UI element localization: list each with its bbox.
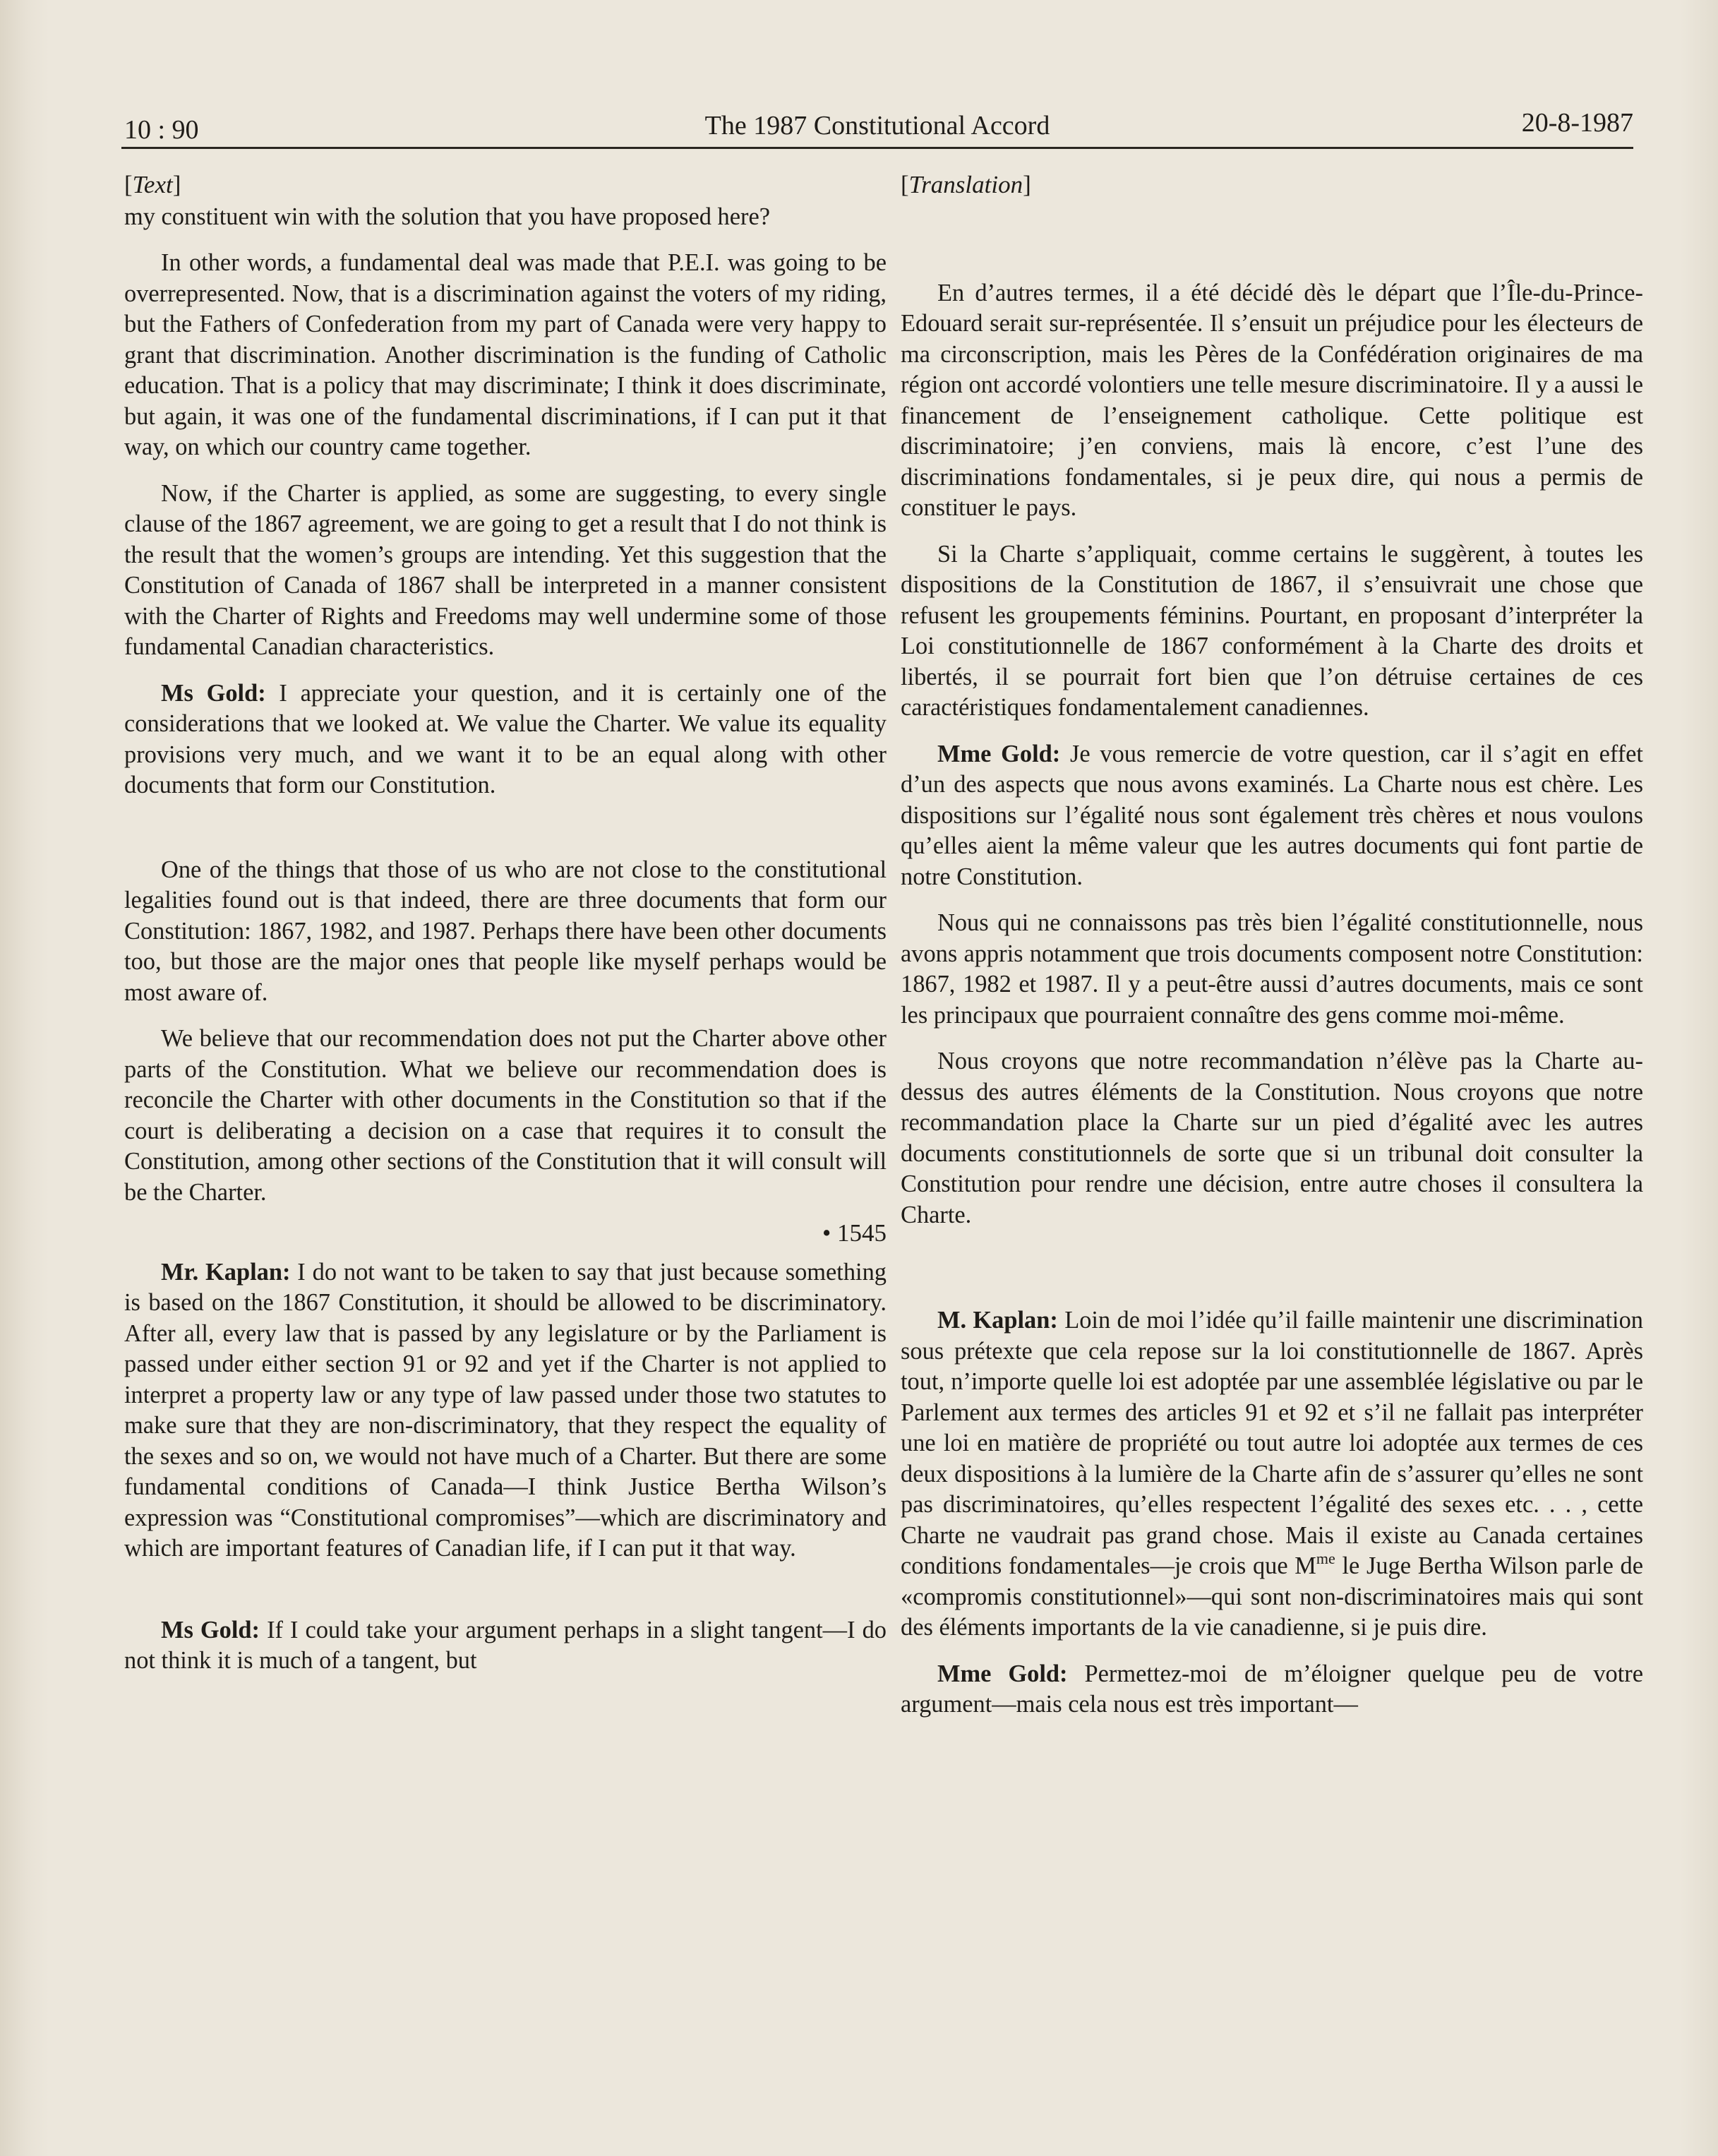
speech: M. Kaplan: Loin de moi l’idée qu’il faille maintenir une discrimination sous prétexte que cela repose sur la loi constitutionnelle de 1867. Après tout, n’importe quelle loi est adoptée par une assemblée législative ou par le Parlement aux termes des articles 91 et 92 et s’il ne fallait pas interpréter une loi en matière de propriété ou tout autre loi adoptée aux termes de ces deux dispositions à la lumière de la Charte afin de s’assurer qu’elles ne sont pas discriminatoires, qu’elles respectent l’égalité des sexes etc. . . , cette Charte ne vaudrait pas grand chose. Mais il existe au Canada certaines conditions fondamentales—je crois que $M^{me}$ le Juge Bertha Wilson parle de «compromis constitutionnel»—qui sont non-discriminatoires mais qui sont des éléments importants de la vie canadienne, si je puis dire. xyxy=(901,1307,1643,1641)
running-header xyxy=(121,107,1633,149)
speaker-name: Ms Gold: xyxy=(161,679,266,707)
speaker-name: Mme Gold: xyxy=(937,740,1061,767)
french-column xyxy=(901,169,1643,1720)
paragraph: One of the things that those of us who are not close to the constitutional legalities found out is that indeed, there are three documents that form our Constitution: 1867, 1982, and 1987. Perhaps there have been other documents too, but those are the major ones that people like myself perhaps would be most aware of. xyxy=(124,856,887,1006)
paragraph: my constituent win with the solution that you have proposed here? xyxy=(124,203,770,230)
speech: Mme Gold: Je vous remercie de votre question, car il s’agit en effet d’un des aspects que nous avons examinés. La Charte nous est chère. Les dispositions sur l’égalité nous sont également très chères et nous voulons qu’elles aient la même valeur que les autres documents qui font partie de notre Constitution. xyxy=(901,740,1643,890)
paragraph: En d’autres termes, il a été décidé dès le départ que l’Île-du-Prince-Edouard serait sur-représentée. Il s’ensuit un préjudice pour les électeurs de ma circonscription, mais les Pères de la Confédération originaires de ma région ont accordé volontiers une telle mesure discriminatoire. Il y a aussi le financement de l’enseignement catholique. Cette politique est discriminatoire; j’en conviens, mais là encore, c’est l’une des discriminations fondamentales, si je peux dire, qui nous a permis de constituer le pays. xyxy=(901,279,1643,521)
superscript: me xyxy=(1316,1550,1335,1567)
english-column xyxy=(124,169,887,1677)
page-number: 10 : 90 xyxy=(124,115,199,145)
paragraph: Nous croyons que notre recommandation n’élève pas la Charte au-dessus des autres éléments de la Constitution. Nous croyons que notre recommandation place la Charte sur un pied d’égalité avec les autres documents constitutionnels de sorte que si un tribunal doit consulter la Constitution pour rendre une décision, entre autre choses il consultera la Charte. xyxy=(901,1048,1643,1228)
speaker-name: Mme Gold: xyxy=(937,1660,1068,1687)
paragraph: We believe that our recommendation does not put the Charter above other parts of the Constitution. What we believe our recommendation does is reconcile the Charter with other documents in the Constitution so that if the court is deliberating a decision on a case that requires it to consult the Constitution, among other sections of the Constitution that it will consult will be the Charter. xyxy=(124,1025,887,1206)
paragraph: Si la Charte s’appliquait, comme certains le suggèrent, à toutes les dispositions de la Constitution de 1867, il s’ensuivrait une chose que refusent les groupements féminins. Pourtant, en proposant d’interpréter la Loi constitutionnelle de 1867 conformément à la Charte des droits et libertés, il se pourrait fort bien que l’on détruise certaines de ces caractéristiques fondamentalement canadiennes. xyxy=(901,540,1643,721)
speaker-name: Mr. Kaplan: xyxy=(161,1258,291,1286)
speech: Mr. Kaplan: I do not want to be taken to say that just because something is based on the 1867 Constitution, it should be allowed to be discriminatory. After all, every law that is passed by any legislature or by the Parliament is passed under either section 91 or 92 and yet if the Charter is not applied to interpret a property law or any type of law passed under those two statutes to make sure that they are non-discriminatory, that they respect the equality of the sexes and so on, we would not have much of a Charter. But there are some fundamental conditions of Canada—I think Justice Bertha Wilson’s expression was “Constitutional compromises”—which are discriminatory and which are important features of Canadian life, if I can put it that way. xyxy=(124,1258,887,1562)
page-title: The 1987 Constitutional Accord xyxy=(704,111,1050,140)
paragraph: Nous qui ne connaissons pas très bien l’égalité constitutionnelle, nous avons appris notamment que trois documents composent notre Constitution: 1867, 1982 et 1987. Il y a peut-être aussi d’autres documents, mais ce sont les principaux que pourraient connaître des gens comme moi-même. xyxy=(901,909,1643,1029)
speaker-name: Ms Gold: xyxy=(161,1616,260,1643)
time-marker: • 1545 xyxy=(822,1219,887,1247)
speech: Ms Gold: I appreciate your question, and it is certainly one of the considerations that we looked at. We value the Charter. We value its equality provisions very much, and we want it to be an equal along with other documents that form our Constitution. xyxy=(124,679,887,798)
text-language-tag: [Text] xyxy=(124,171,181,198)
paragraph: In other words, a fundamental deal was made that P.E.I. was going to be overrepresented. Now, that is a discrimination against the voters of my riding, but the Fathers of Confederation from my part of Canada were very happy to grant that discrimination. Another discrimination is the funding of Catholic education. That is a policy that may discriminate; I think it does discriminate, but again, it was one of the fundamental discriminations, if I can put it that way, on which our country came together. xyxy=(124,249,887,460)
speech: Mme Gold: Permettez-moi de m’éloigner quelque peu de votre argument—mais cela nous est très important— xyxy=(901,1660,1643,1718)
translation-language-tag: [Translation] xyxy=(901,171,1031,198)
speaker-name: M. Kaplan: xyxy=(937,1307,1058,1334)
page-date: 20-8-1987 xyxy=(1521,108,1633,138)
paragraph: Now, if the Charter is applied, as some are suggesting, to every single clause of the 1867 agreement, we are going to get a result that I do not think is the result that the women’s groups are intending. Yet this suggestion that the Constitution of Canada of 1867 shall be interpreted in a manner consistent with the Charter of Rights and Freedoms may well undermine some of those fundamental Canadian characteristics. xyxy=(124,479,887,660)
speech: Ms Gold: If I could take your argument perhaps in a slight tangent—I do not think it is much of a tangent, but xyxy=(124,1616,887,1674)
